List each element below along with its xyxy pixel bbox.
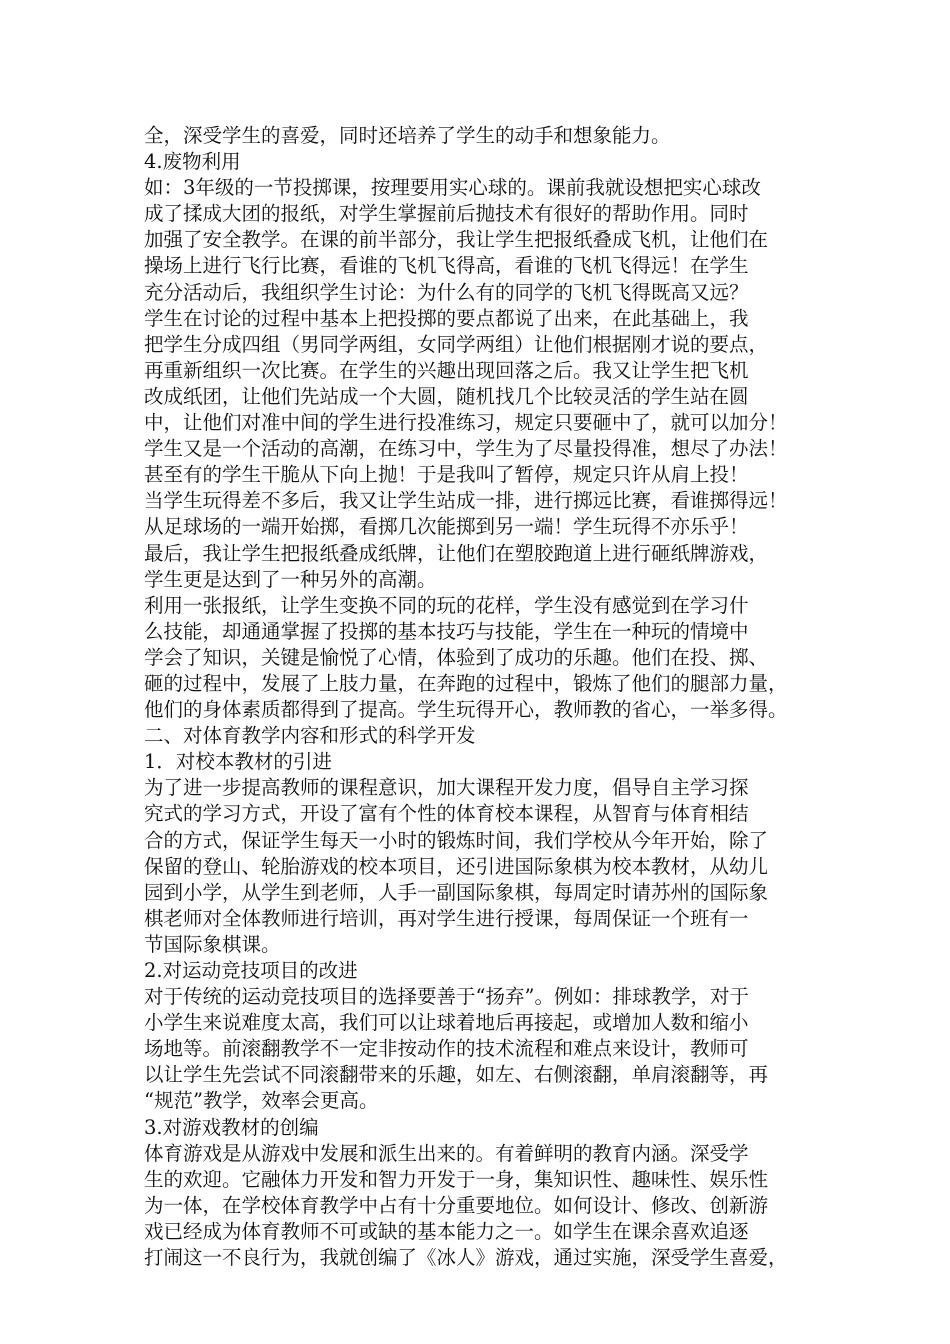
subsection-heading: 1．对校本教材的引进 [144, 750, 332, 774]
text-line: 甚至有的学生干脆从下向上抛！于是我叫了暂停，规定只许从肩上投！ [144, 463, 749, 487]
text-line: 戏已经成为体育教师不可或缺的基本能力之一。如学生在课余喜欢追逐 [144, 1219, 749, 1243]
text-line: 全，深受学生的喜爱，同时还培养了学生的动手和想象能力。 [144, 124, 671, 147]
text-line: 节国际象棋课。 [144, 932, 281, 956]
document-page [144, 123, 824, 1271]
text-line: 如：3年级的一节投掷课，按理要用实心球的。课前我就设想把实心球改 [144, 176, 761, 200]
text-line: 学生更是达到了一种另外的高潮。 [144, 567, 437, 591]
text-line: 改成纸团，让他们先站成一个大圆，随机找几个比较灵活的学生站在圆 [144, 384, 749, 408]
subsection-heading: 2.对运动竞技项目的改进 [144, 959, 358, 982]
text-line: 学会了知识，关键是愉悦了心情，体验到了成功的乐趣。他们在投、掷、 [144, 645, 769, 669]
text-line: 么技能，却通通掌握了投掷的基本技巧与技能，学生在一种玩的情境中 [144, 619, 749, 643]
text-line: 从足球场的一端开始掷，看掷几次能掷到另一端！学生玩得不亦乐乎！ [144, 515, 749, 539]
text-line: 对于传统的运动竞技项目的选择要善于“扬弃”。例如：排球教学，对于 [144, 985, 749, 1009]
text-line: 打闹这一不良行为，我就创编了《冰人》游戏，通过实施，深受学生喜爱， [144, 1246, 788, 1270]
text-line: 场地等。前滚翻教学不一定非按动作的技术流程和难点来设计，教师可 [144, 1037, 749, 1061]
text-line: 充分活动后，我组织学生讨论：为什么有的同学的飞机飞得既高又远？ [144, 280, 749, 304]
text-line: 操场上进行飞行比赛，看谁的飞机飞得高，看谁的飞机飞得远！在学生 [144, 254, 749, 278]
section-heading: 4.废物利用 [144, 150, 241, 174]
text-line: 小学生来说难度太高，我们可以让球着地后再接起，或增加人数和缩小 [144, 1011, 749, 1035]
text-line: 最后，我让学生把报纸叠成纸牌，让他们在塑胶跑道上进行砸纸牌游戏， [144, 541, 769, 565]
text-line: 加强了安全教学。在课的前半部分，我让学生把报纸叠成飞机，让他们在 [144, 228, 769, 252]
text-line: 成了揉成大团的报纸，对学生掌握前后抛技术有很好的帮助作用。同时 [144, 202, 749, 226]
text-line: 保留的登山、轮胎游戏的校本项目，还引进国际象棋为校本教材，从幼儿 [144, 854, 769, 878]
text-line: 砸的过程中，发展了上肢力量，在奔跑的过程中，锻炼了他们的腿部力量， [144, 671, 788, 695]
text-line: 再重新组织一次比赛。在学生的兴趣出现回落之后。我又让学生把飞机 [144, 358, 749, 382]
text-line: 以让学生先尝试不同滚翻带来的乐趣，如左、右侧滚翻，单肩滚翻等，再 [144, 1063, 769, 1087]
text-line: 当学生玩得差不多后，我又让学生站成一排，进行掷远比赛，看谁掷得远！ [144, 489, 788, 513]
text-line: 他们的身体素质都得到了提高。学生玩得开心，教师教的省心，一举多得。 [144, 698, 788, 722]
text-line: 生的欢迎。它融体力开发和智力开发于一身，集知识性、趣味性、娱乐性 [144, 1167, 769, 1191]
text-line: 为了进一步提高教师的课程意识，加大课程开发力度，倡导自主学习探 [144, 776, 749, 800]
text-line: 把学生分成四组（男同学两组，女同学两组）让他们根据刚才说的要点， [144, 332, 769, 356]
text-line: 体育游戏是从游戏中发展和派生出来的。有着鲜明的教育内涵。深受学 [144, 1141, 749, 1165]
text-line: 合的方式，保证学生每天一小时的锻炼时间，我们学校从今年开始，除了 [144, 828, 769, 852]
text-line: “规范”教学，效率会更高。 [144, 1089, 379, 1113]
text-line: 中，让他们对准中间的学生进行投准练习，规定只要砸中了，就可以加分！ [144, 411, 788, 435]
text-line: 利用一张报纸，让学生变换不同的玩的花样，学生没有感觉到在学习什 [144, 593, 749, 617]
text-line: 究式的学习方式，开设了富有个性的体育校本课程，从智育与体育相结 [144, 802, 749, 826]
text-line: 为一体，在学校体育教学中占有十分重要地位。如何设计、修改、创新游 [144, 1193, 769, 1217]
text-line: 棋老师对全体教师进行培训，再对学生进行授课，每周保证一个班有一 [144, 906, 749, 930]
text-line: 学生在讨论的过程中基本上把投掷的要点都说了出来，在此基础上，我 [144, 306, 749, 330]
text-line: 园到小学，从学生到老师，人手一副国际象棋，每周定时请苏州的国际象 [144, 880, 769, 904]
subsection-heading: 3.对游戏教材的创编 [144, 1115, 319, 1139]
text-line: 学生又是一个活动的高潮，在练习中，学生为了尽量投得准，想尽了办法！ [144, 437, 788, 461]
section-heading: 二、对体育教学内容和形式的科学开发 [144, 724, 476, 748]
